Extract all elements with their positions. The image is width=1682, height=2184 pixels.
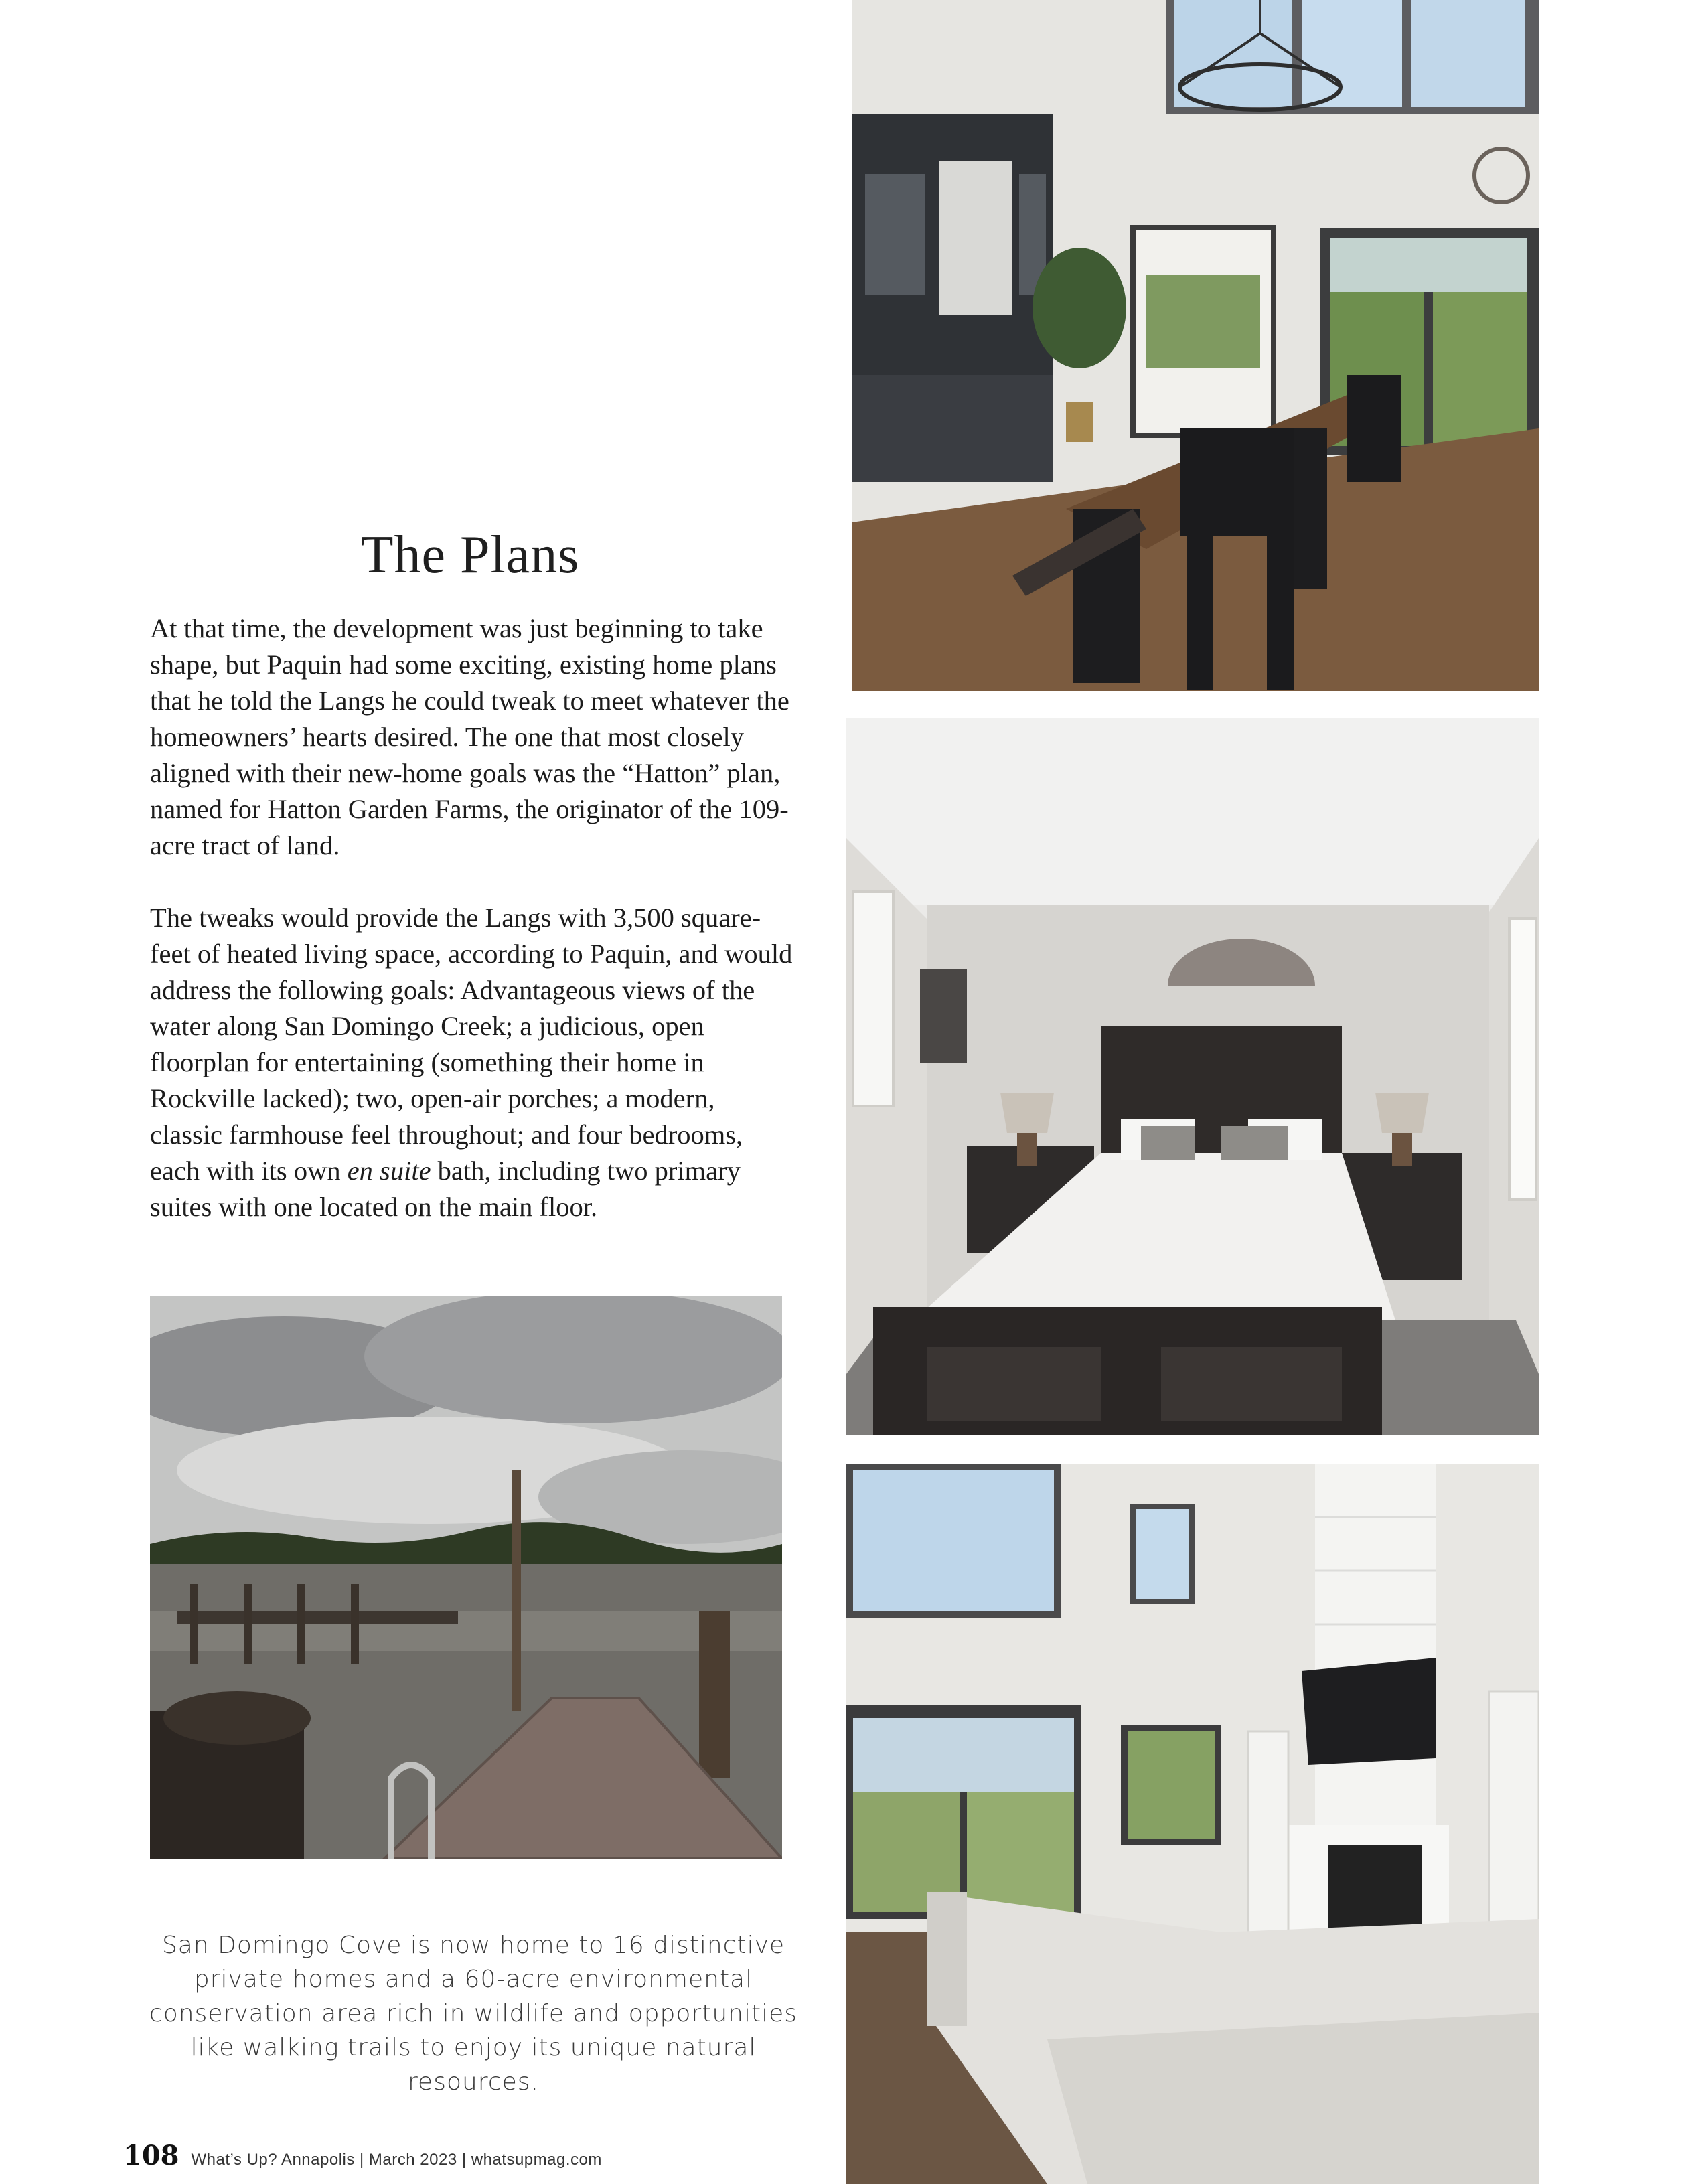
paragraph-text: bath, including two primary suites with one located on the main floor. xyxy=(150,1156,741,1222)
paragraph-text: The tweaks would provide the Langs with 3,500 square-feet of heated living space, according to Paquin, and would address the following goals: Advantageous views of the water along San Domingo Creek; a judicious, open floorplan for entertaining (something their home in Rockville lacked); two, open-air porches; a modern, classic farmhouse feel throughout; and four bedrooms, each with its own xyxy=(150,903,793,1186)
dining-room-photo xyxy=(852,0,1539,691)
body-paragraph xyxy=(150,900,793,1225)
section-heading: The Plans xyxy=(360,526,580,584)
dock-photo xyxy=(150,1296,782,1859)
bedroom-photo xyxy=(846,718,1539,1435)
italic-term: en suite xyxy=(347,1156,431,1186)
living-room-photo xyxy=(846,1464,1539,2184)
page-footer xyxy=(123,2140,602,2177)
body-paragraph: At that time, the development was just beginning to take shape, but Paquin had some exciting, existing home plans that he told the Langs he could tweak to meet whatever the homeowners’ hearts desired. The one that most closely aligned with their new-home goals was the “Hatton” plan, named for Hatton Garden Farms, the originator of the 109-acre tract of land. xyxy=(150,613,789,860)
page-number: 108 xyxy=(123,2140,179,2171)
footer-publication-info: What’s Up? Annapolis | March 2023 | whatsupmag.com xyxy=(191,2151,602,2169)
photo-caption: San Domingo Cove is now home to 16 distinctive private homes and a 60-acre environmental conservation area rich in wildlife and opportunities like walking trails to enjoy its unique natural resources. xyxy=(149,1932,797,2096)
